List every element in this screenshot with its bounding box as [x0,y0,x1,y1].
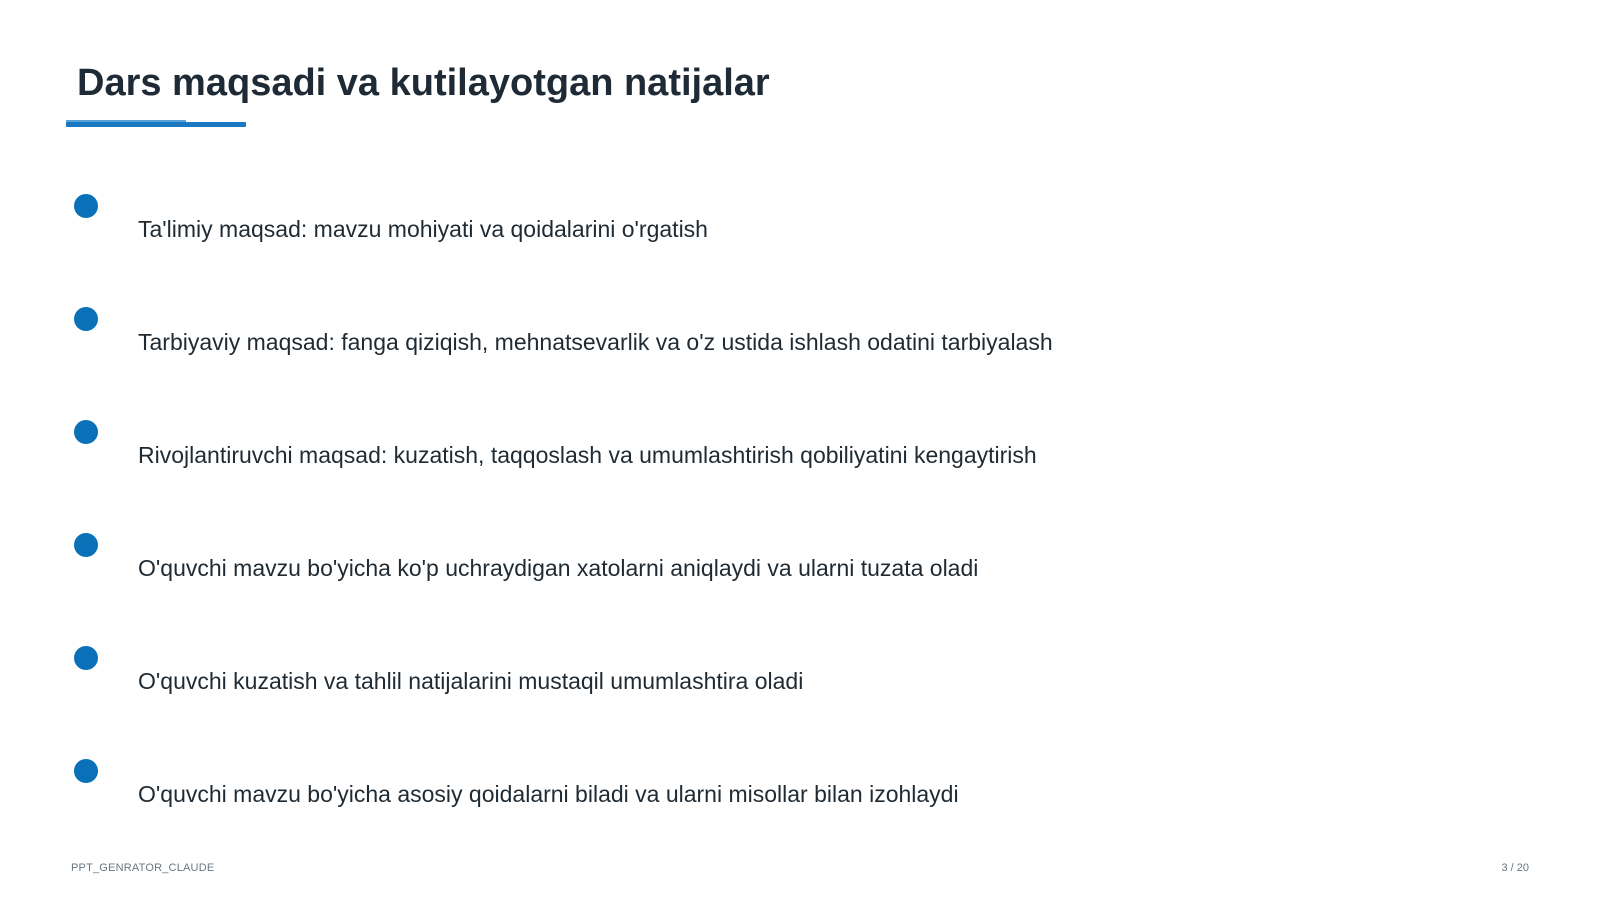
bullet-dot-icon [74,307,98,331]
list-item [0,420,1600,480]
bullet-dot-icon [74,420,98,444]
list-item [0,307,1600,367]
bullet-text: Rivojlantiruvchi maqsad: kuzatish, taqqoslash va umumlashtirish qobiliyatini kengaytirish [138,442,1037,468]
list-item [0,533,1600,593]
bullet-dot-icon [74,646,98,670]
slide-title: Dars maqsadi va kutilayotgan natijalar [77,62,770,104]
bullet-text: Ta'limiy maqsad: mavzu mohiyati va qoidalarini o'rgatish [138,216,708,242]
bullet-dot-icon [74,533,98,557]
list-item [0,646,1600,706]
bullet-text: Tarbiyaviy maqsad: fanga qiziqish, mehnatsevarlik va o'z ustida ishlash odatini tarbiyalash [138,329,1053,355]
list-item [0,194,1600,254]
footer-source: PPT_GENRATOR_CLAUDE [71,862,215,874]
bullet-dot-icon [74,759,98,783]
bullet-text: O'quvchi mavzu bo'yicha asosiy qoidalarni biladi va ularni misollar bilan izohlaydi [138,781,959,807]
bullet-text: O'quvchi mavzu bo'yicha ko'p uchraydigan xatolarni aniqlaydi va ularni tuzata oladi [138,555,979,581]
page-number: 3 / 20 [1501,862,1529,874]
bullet-dot-icon [74,194,98,218]
bullet-text: O'quvchi kuzatish va tahlil natijalarini mustaqil umumlashtira oladi [138,668,804,694]
list-item [0,759,1600,819]
